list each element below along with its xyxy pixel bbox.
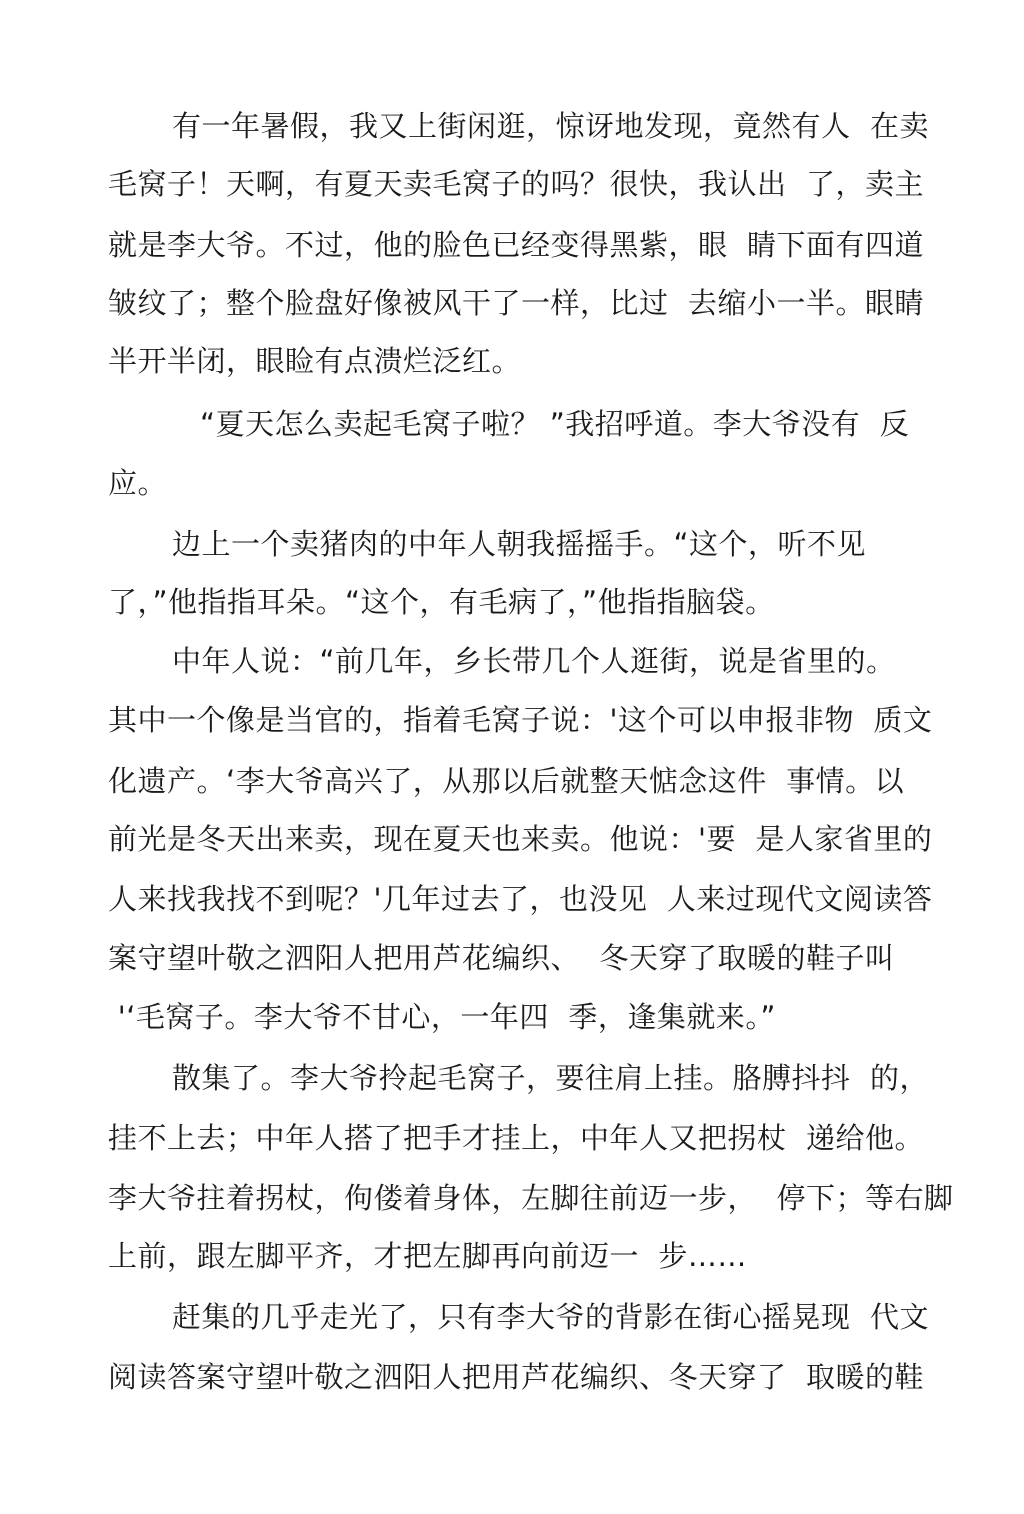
- text-line: 散集了。李大爷拎起毛窝子，要往肩上挂。胳膊抖抖 的，: [172, 1061, 929, 1095]
- text-line: 化遗产。‘李大爷高兴了，从那以后就整天惦念这件 事情。以: [108, 764, 905, 798]
- text-line: 就是李大爷。不过，他的脸色已经变得黑紫，眼 睛下面有四道: [108, 228, 924, 262]
- text-line: 上前，跟左脚平齐，才把左脚再向前迈一 步……: [108, 1239, 747, 1273]
- text-line: 案守望叶敬之泗阳人把用芦花编织、 冬天穿了取暖的鞋子叫: [108, 941, 895, 975]
- text-line: 前光是冬天出来卖，现在夏天也来卖。他说：'要 是人家省里的: [108, 822, 933, 856]
- text-line: 其中一个像是当官的，指着毛窝子说：'这个可以申报非物 质文: [108, 703, 933, 737]
- text-line: 阅读答案守望叶敬之泗阳人把用芦花编织、冬天穿了 取暖的鞋: [108, 1360, 924, 1394]
- text-line: 边上一个卖猪肉的中年人朝我摇摇手。“这个，听不见: [172, 527, 867, 561]
- text-line: 皱纹了；整个脸盘好像被风干了一样，比过 去缩小一半。眼睛: [108, 286, 924, 320]
- text-line: 毛窝子！天啊，有夏天卖毛窝子的吗？很快，我认出 了，卖主: [108, 167, 924, 201]
- text-line: 李大爷拄着拐杖，佝偻着身体，左脚往前迈一步， 停下；等右脚: [108, 1181, 954, 1215]
- text-line: 了，”他指指耳朵。“这个，有毛病了，”他指指脑袋。: [108, 585, 775, 619]
- text-line: 挂不上去；中年人搭了把手才挂上，中年人又把拐杖 递给他。: [108, 1121, 924, 1155]
- text-line: 半开半闭，眼睑有点溃烂泛红。: [108, 344, 522, 378]
- text-line: 赶集的几乎走光了，只有李大爷的背影在街心摇晃现 代文: [172, 1300, 929, 1334]
- text-line: “夏天怎么卖起毛窝子啦？ ”我招呼道。李大爷没有 反: [200, 407, 910, 441]
- text-line: 有一年暑假，我又上街闲逛，惊讶地发现，竟然有人 在卖: [172, 109, 929, 143]
- text-line: 应。: [108, 466, 168, 500]
- text-line: '‘毛窝子。李大爷不甘心，一年四 季，逢集就来。”: [108, 1000, 776, 1034]
- text-line: 人来找我找不到呢？'几年过去了，也没见 人来过现代文阅读答: [108, 882, 933, 916]
- text-line: 中年人说：“前几年，乡长带几个人逛街，说是省里的。: [172, 644, 896, 678]
